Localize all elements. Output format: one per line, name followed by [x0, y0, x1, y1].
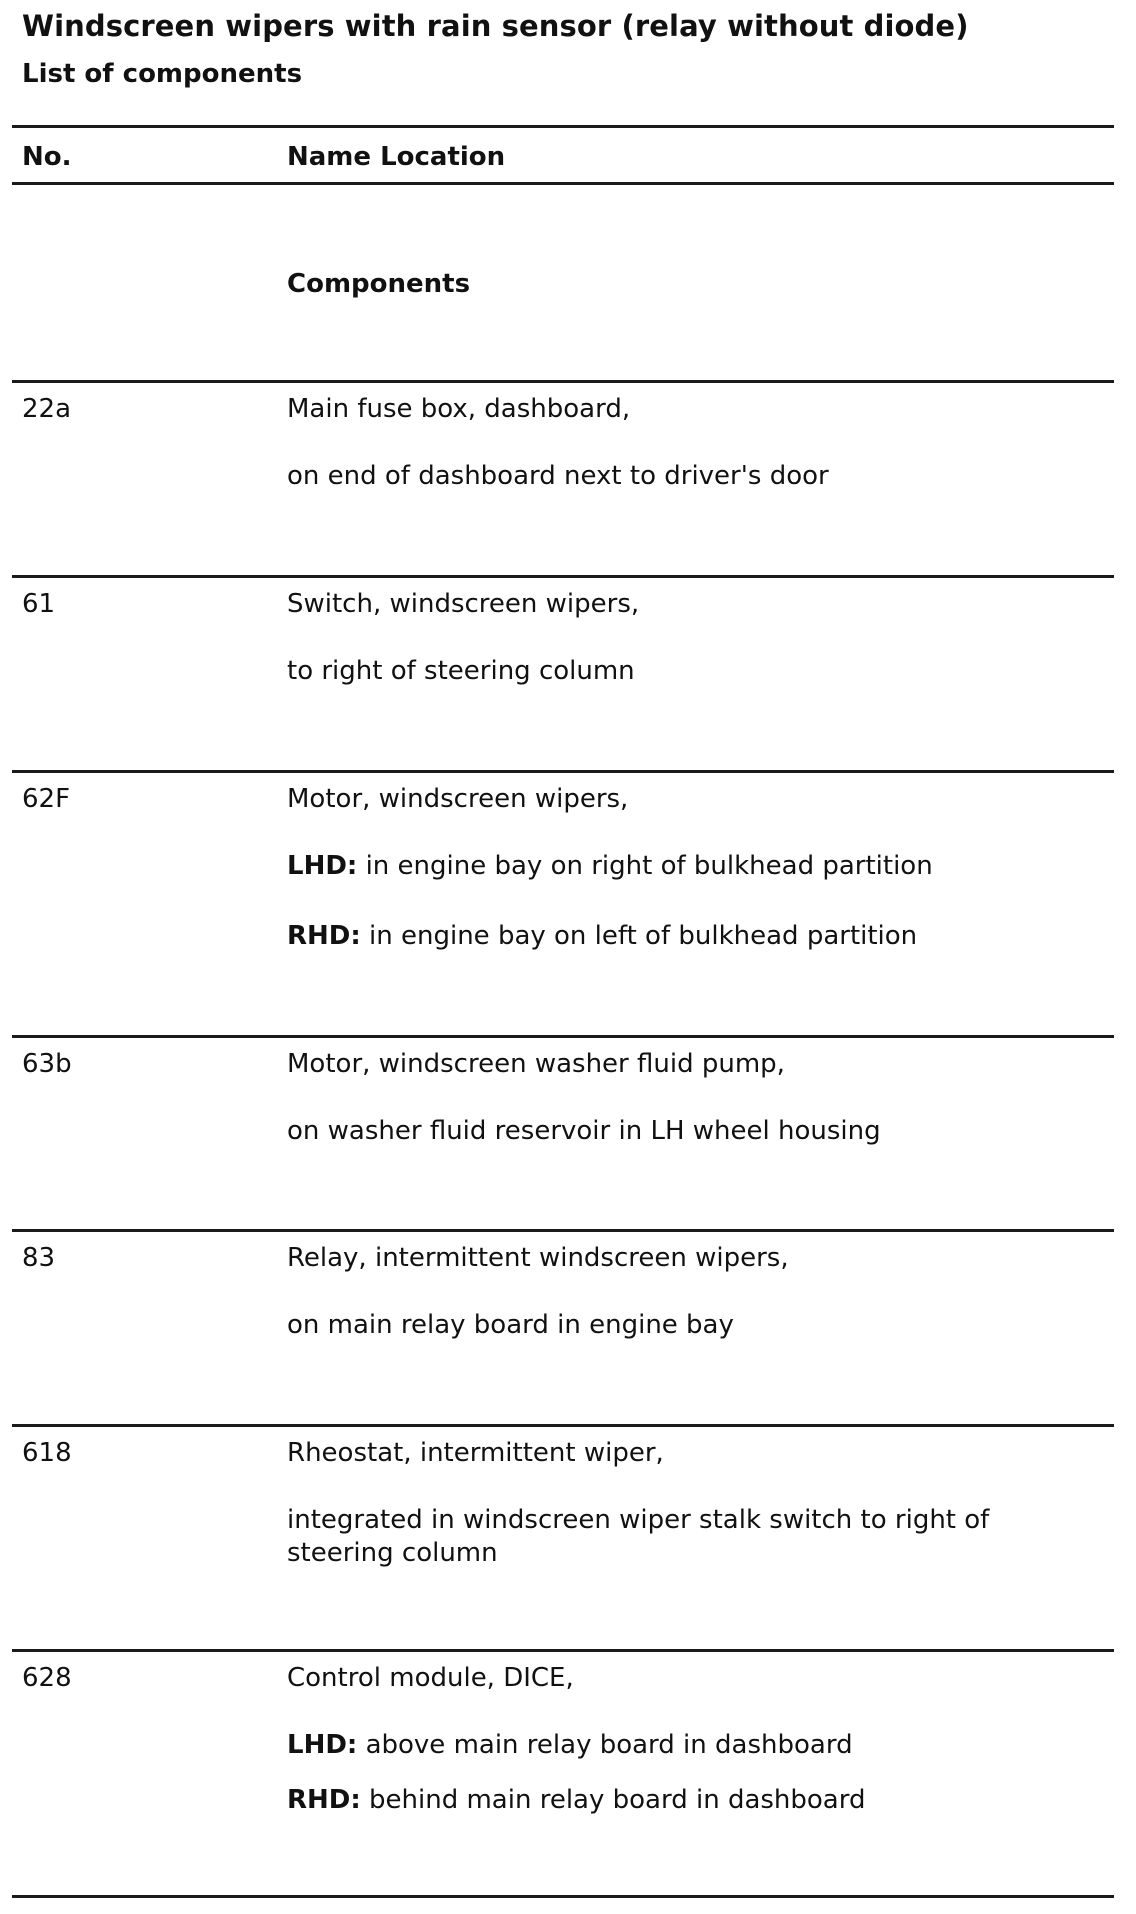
component-name: Control module, DICE, [287, 1663, 574, 1693]
component-name: Motor, windscreen washer fluid pump, [287, 1049, 785, 1079]
header-bottom-rule [12, 182, 1114, 185]
column-header-name-location: Name Location [287, 142, 506, 172]
location-text: to right of steering column [287, 656, 635, 686]
row-number: 61 [22, 589, 56, 619]
location-text: in engine bay on left of bulkhead partition [360, 921, 918, 951]
component-location-lhd [287, 850, 1087, 883]
location-prefix: RHD: [287, 1785, 361, 1815]
component-name: Relay, intermittent windscreen wipers, [287, 1243, 789, 1273]
component-location [287, 655, 1087, 688]
location-text: in engine bay on right of bulkhead partition [357, 851, 933, 881]
location-prefix: LHD: [287, 851, 358, 881]
location-text: behind main relay board in dashboard [360, 1785, 866, 1815]
location-text: on washer fluid reservoir in LH wheel housing [287, 1116, 881, 1146]
location-text: integrated in windscreen wiper stalk switch to right of steering column [287, 1505, 990, 1568]
location-prefix: RHD: [287, 921, 361, 951]
row-divider [12, 380, 1114, 383]
component-name: Rheostat, intermittent wiper, [287, 1438, 664, 1468]
table-bottom-rule [12, 1895, 1114, 1898]
row-number: 63b [22, 1049, 72, 1079]
column-header-no: No. [22, 142, 72, 172]
component-location-lhd [287, 1729, 1087, 1762]
component-location [287, 460, 1087, 493]
row-number: 83 [22, 1243, 56, 1273]
document-subtitle: List of components [22, 59, 303, 89]
component-location [287, 1115, 1087, 1148]
component-location-rhd [287, 920, 1087, 953]
component-location [287, 1309, 1087, 1342]
component-name: Motor, windscreen wipers, [287, 784, 629, 814]
location-text: on main relay board in engine bay [287, 1310, 734, 1340]
component-location-rhd [287, 1784, 1087, 1817]
row-divider [12, 575, 1114, 578]
table-top-rule [12, 125, 1114, 128]
row-number: 22a [22, 394, 72, 424]
row-number: 62F [22, 784, 71, 814]
row-divider [12, 1035, 1114, 1038]
section-heading: Components [287, 269, 471, 299]
row-divider [12, 1229, 1114, 1232]
component-location [287, 1504, 1087, 1570]
location-text: on end of dashboard next to driver's door [287, 461, 829, 491]
row-divider [12, 770, 1114, 773]
row-number: 628 [22, 1663, 72, 1693]
component-name: Main fuse box, dashboard, [287, 394, 631, 424]
row-number: 618 [22, 1438, 72, 1468]
row-divider [12, 1424, 1114, 1427]
location-prefix: LHD: [287, 1730, 358, 1760]
component-name: Switch, windscreen wipers, [287, 589, 640, 619]
location-text: above main relay board in dashboard [357, 1730, 853, 1760]
document-title: Windscreen wipers with rain sensor (relay without diode) [22, 9, 969, 43]
row-divider [12, 1649, 1114, 1652]
